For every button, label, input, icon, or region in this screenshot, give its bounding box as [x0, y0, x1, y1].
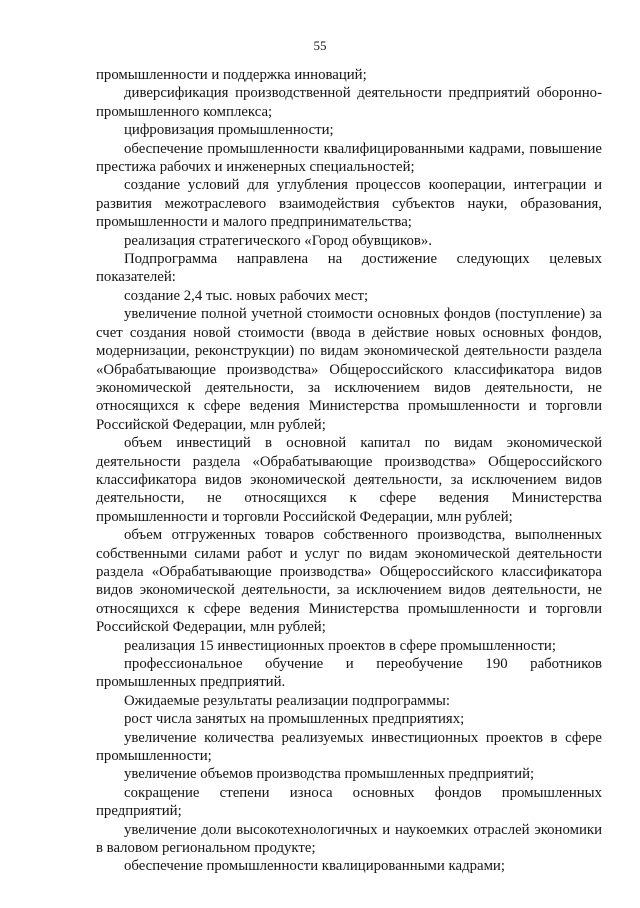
- paragraph: промышленности и поддержка инноваций;: [96, 67, 367, 83]
- paragraph: обеспечение промышленности квалицированными кадрами;: [124, 858, 505, 875]
- paragraph: создание условий для углубления процессов кооперации, интеграции и развития межотраслевого взаимодействия субъектов науки, образования, промышленности и малого предпринимательства;: [96, 177, 602, 231]
- document-body: [96, 66, 602, 876]
- paragraph: объем отгруженных товаров собственного производства, выполненных собственными силами работ и услуг по видам экономической деятельности раздела «Обрабатывающие производства» Общероссийского классификатора видов экономической деятельности, за исключением видов деятельности, не относящихся к сфере ведения Министерства промышленности и торговли Российской Федерации, млн рублей;: [96, 527, 602, 636]
- paragraph: реализация 15 инвестиционных проектов в сфере промышленности;: [124, 637, 556, 654]
- paragraph: Ожидаемые результаты реализации подпрограммы:: [124, 692, 450, 709]
- page-number: 55: [313, 38, 327, 53]
- paragraph: диверсификация производственной деятельности предприятий оборонно-промышленного комплекса;: [96, 85, 602, 120]
- paragraph: обеспечение промышленности квалифицированными кадрами, повышение престижа рабочих и инженерных специальностей;: [96, 140, 602, 176]
- paragraph: реализация стратегического «Город обувщиков».: [124, 232, 432, 249]
- paragraph: рост числа занятых на промышленных предприятиях;: [124, 711, 465, 728]
- paragraph: увеличение доли высокотехнологичных и наукоемких отраслей экономики в валовом региональном продукте;: [96, 821, 602, 857]
- paragraph: увеличение количества реализуемых инвестиционных проектов в сфере промышленности;: [96, 729, 602, 765]
- paragraph: увеличение объемов производства промышленных предприятий;: [124, 766, 535, 783]
- paragraph: сокращение степени износа основных фондов промышленных предприятий;: [96, 784, 602, 820]
- paragraph: профессиональное обучение и переобучение 190 работников промышленных предприятий.: [96, 656, 602, 691]
- paragraph: объем инвестиций в основной капитал по видам экономической деятельности раздела «Обрабатывающие производства» Общероссийского классификатора видов экономической деятельности, за исключением видов деятельности, не относящихся к сфере ведения Министерства промышленности и торговли Российской Федерации, млн рублей;: [96, 435, 602, 525]
- paragraph: увеличение полной учетной стоимости основных фондов (поступление) за счет создания новой стоимости (ввода в действие новых основных фондов, модернизации, реконструкции) по видам экономической деятельности раздела «Обрабатывающие производства» Общероссийского классификатора видов экономической деятельности, за исключением видов деятельности, не относящихся к сфере ведения Министерства промышленности и торговли Российской Федерации, млн рублей;: [96, 306, 602, 433]
- paragraph: создание 2,4 тыс. новых рабочих мест;: [124, 287, 369, 304]
- paragraph: Подпрограмма направлена на достижение следующих целевых показателей:: [96, 251, 602, 286]
- paragraph: цифровизация промышленности;: [124, 122, 334, 139]
